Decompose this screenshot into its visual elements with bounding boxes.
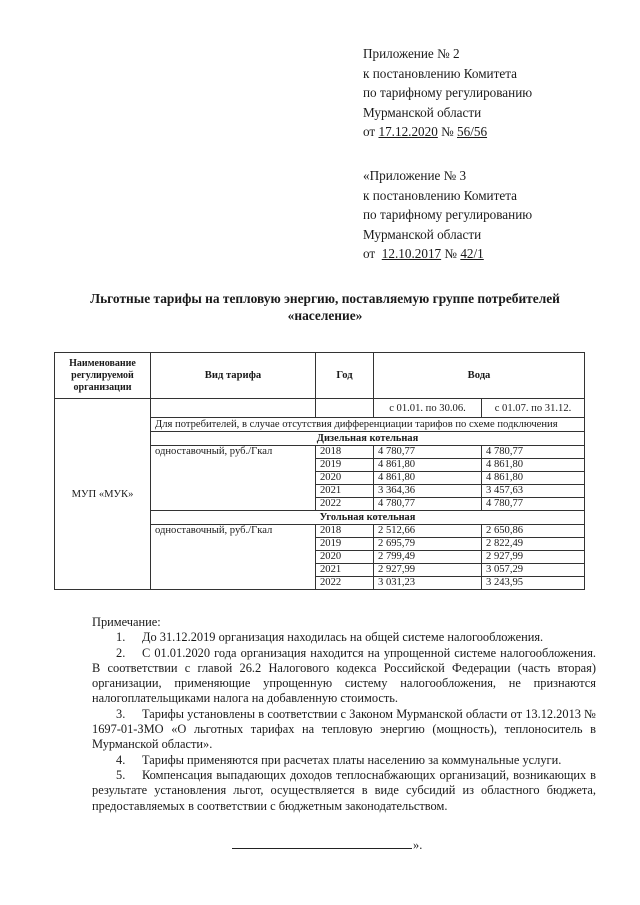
title-line: Льготные тарифы на тепловую энергию, поставляемую группе потребителей xyxy=(90,291,560,306)
empty-cell xyxy=(316,399,374,418)
value-p1: 2 799,49 xyxy=(374,551,482,564)
note-number: 3. xyxy=(116,706,126,721)
empty-cell xyxy=(151,399,316,418)
header-tariff-type: Вид тарифа xyxy=(151,353,316,399)
note-item xyxy=(92,646,596,707)
notes-section xyxy=(92,615,596,814)
value-p2: 4 861,80 xyxy=(482,459,585,472)
note-item xyxy=(92,768,596,814)
appendix-line: Мурманской области xyxy=(363,226,482,242)
note-text: С 01.01.2020 года организация находится на упрощенной системе налогообложения. В соответствии с главой 26.2 Налогового кодекса Российской Федерации (часть вторая) организации, применяющие упрощенную систему налогообложения, не признаются налогоплательщиками налога на добавленную стоимость. xyxy=(92,645,596,706)
value-p2: 4 861,80 xyxy=(482,472,585,485)
year-cell: 2021 xyxy=(316,485,374,498)
appendix-line: к постановлению Комитета xyxy=(363,65,517,81)
header-year: Год xyxy=(316,353,374,399)
resolution-date: 12.10.2017 xyxy=(381,246,442,261)
appendix-line: Мурманской области xyxy=(363,104,482,120)
number-prefix: № xyxy=(441,124,454,139)
note-number: 2. xyxy=(116,645,126,660)
resolution-number: 56/56 xyxy=(457,124,488,139)
year-cell: 2022 xyxy=(316,498,374,511)
year-cell: 2020 xyxy=(316,472,374,485)
title-line: «население» xyxy=(287,308,363,323)
appendix-line: Приложение № 2 xyxy=(363,46,460,61)
value-p2: 4 780,77 xyxy=(482,498,585,511)
appendix-line: «Приложение № 3 xyxy=(363,168,467,183)
header-org: Наименование регулируемой организации xyxy=(55,353,151,399)
date-prefix: от xyxy=(363,124,376,139)
year-cell: 2018 xyxy=(316,525,374,538)
period-1: с 01.01. по 30.06. xyxy=(374,399,482,418)
section-coal: Угольная котельная xyxy=(151,511,585,525)
number-prefix: № xyxy=(444,246,458,261)
tariff-table xyxy=(54,352,585,590)
appendix-header-current xyxy=(363,44,532,142)
closing-quote: ». xyxy=(413,838,423,852)
table-period-row xyxy=(55,399,585,418)
date-prefix: от xyxy=(363,246,376,261)
year-cell: 2018 xyxy=(316,446,374,459)
value-p1: 4 861,80 xyxy=(374,472,482,485)
value-p2: 3 457,63 xyxy=(482,485,585,498)
year-cell: 2019 xyxy=(316,459,374,472)
value-p1: 2 927,99 xyxy=(374,564,482,577)
appendix-line: по тарифному регулированию xyxy=(363,207,533,222)
note-item xyxy=(92,753,596,768)
value-p1: 3 031,23 xyxy=(374,577,482,590)
value-p1: 2 695,79 xyxy=(374,538,482,551)
tariff-type-cell: одноставочный, руб./Гкал xyxy=(151,446,316,511)
value-p1: 4 780,77 xyxy=(374,446,482,459)
year-cell: 2020 xyxy=(316,551,374,564)
value-p2: 2 822,49 xyxy=(482,538,585,551)
table-header-row xyxy=(55,353,585,399)
note-number: 5. xyxy=(116,767,126,782)
note-text: Тарифы применяются при расчетах платы населению за коммунальные услуги. xyxy=(142,752,562,767)
value-p2: 2 927,99 xyxy=(482,551,585,564)
value-p2: 3 243,95 xyxy=(482,577,585,590)
appendix-line: к постановлению Комитета xyxy=(363,187,517,203)
note-text: Компенсация выпадающих доходов теплоснабжающих организаций, возникающих в результате установления льгот, осуществляется в виде субсидий из областного бюджета, предоставляемых в соответствии с бюджетным законодательством. xyxy=(92,767,596,813)
note-item xyxy=(92,630,596,645)
note-number: 4. xyxy=(116,752,126,767)
value-p1: 4 780,77 xyxy=(374,498,482,511)
appendix-line: по тарифному регулированию xyxy=(363,85,533,100)
org-name-cell: МУП «МУК» xyxy=(55,399,151,590)
period-2: с 01.07. по 31.12. xyxy=(482,399,585,418)
value-p1: 3 364,36 xyxy=(374,485,482,498)
document-title xyxy=(30,290,620,324)
appendix-date-line xyxy=(363,122,532,142)
resolution-number: 42/1 xyxy=(460,246,484,261)
value-p2: 4 780,77 xyxy=(482,446,585,459)
note-item xyxy=(92,707,596,753)
resolution-date: 17.12.2020 xyxy=(378,124,438,139)
notes-heading: Примечание: xyxy=(92,615,161,629)
value-p2: 2 650,86 xyxy=(482,525,585,538)
note-text: Тарифы установлены в соответствии с Законом Мурманской области от 13.12.2013 № 1697-01-ЗМО «О льготных тарифах на тепловую энергию (мощность), теплоноситель в Мурманской области». xyxy=(92,706,596,752)
value-p1: 4 861,80 xyxy=(374,459,482,472)
year-cell: 2022 xyxy=(316,577,374,590)
signature-line xyxy=(232,848,412,849)
appendix-date-line xyxy=(363,244,532,264)
value-p1: 2 512,66 xyxy=(374,525,482,538)
section-diesel: Дизельная котельная xyxy=(151,432,585,446)
tariff-type-cell: одноставочный, руб./Гкал xyxy=(151,525,316,590)
header-water: Вода xyxy=(374,353,585,399)
value-p2: 3 057,29 xyxy=(482,564,585,577)
note-number: 1. xyxy=(116,630,126,645)
consumer-note: Для потребителей, в случае отсутствия дифференциации тарифов по схеме подключения xyxy=(151,418,585,432)
note-text: До 31.12.2019 организация находилась на общей системе налогообложения. xyxy=(142,630,544,645)
year-cell: 2019 xyxy=(316,538,374,551)
appendix-header-original xyxy=(363,166,532,264)
year-cell: 2021 xyxy=(316,564,374,577)
